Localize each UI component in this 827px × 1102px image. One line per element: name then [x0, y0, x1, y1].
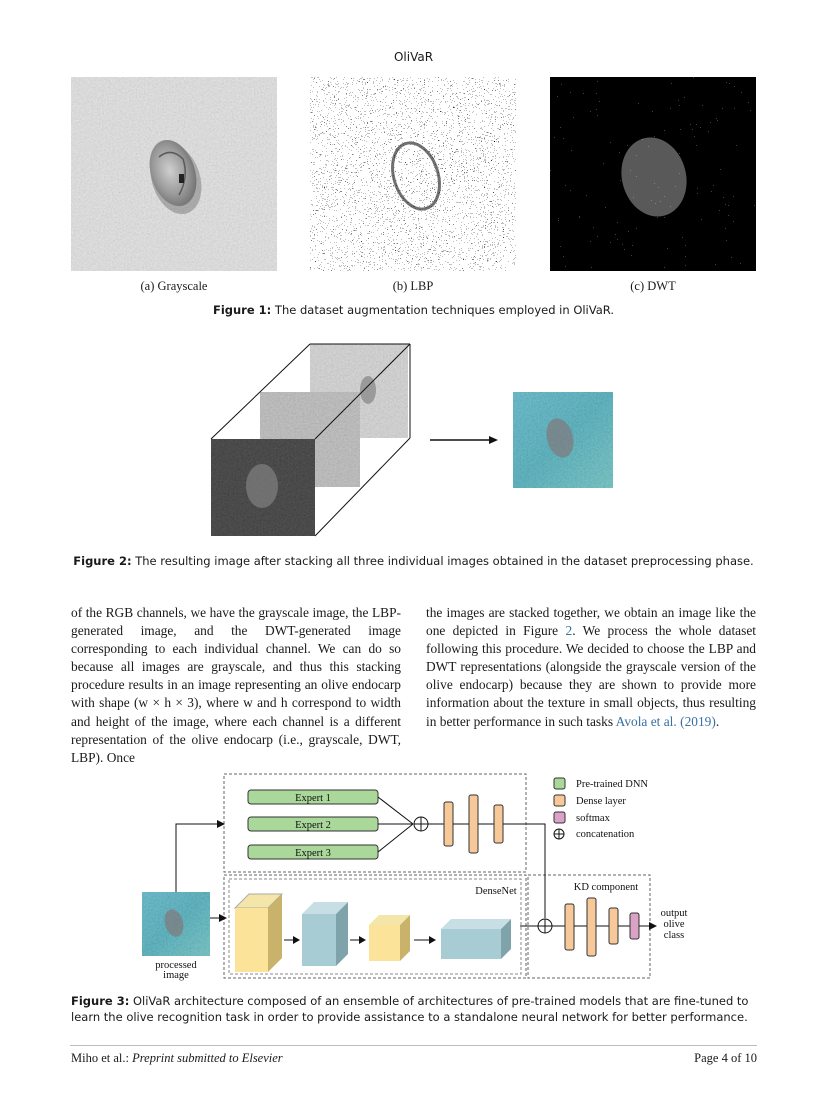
- footer-venue: Preprint submitted to Elsevier: [132, 1051, 283, 1065]
- subcaption-dwt: (c) DWT: [630, 279, 676, 293]
- concat-icon-bottom: [538, 919, 552, 933]
- figure2-caption: [0, 553, 827, 569]
- legend-concat-icon: [554, 829, 564, 839]
- legend-pretrained-label: Pre-trained DNN: [576, 779, 649, 790]
- figure3-caption-label: Figure 3:: [71, 994, 130, 1008]
- expert-2-block: [248, 817, 378, 831]
- stack-arrow: [430, 436, 498, 444]
- legend-concat-label: concatenation: [576, 829, 635, 840]
- figure-2-link[interactable]: 2: [565, 623, 573, 639]
- figure1-lbp-image: [310, 77, 516, 271]
- body-right-column: [426, 604, 756, 731]
- concat-icon-top: [414, 817, 428, 831]
- densenet-label: DenseNet: [475, 886, 517, 897]
- legend-swatch-pretrained: [554, 778, 565, 789]
- figure2-caption-text: The resulting image after stacking all three individual images obtained in the dataset preprocessing phase.: [135, 554, 754, 568]
- output-label-line1: output: [660, 908, 688, 919]
- dense-layer-top-2: [469, 795, 478, 853]
- footer-page-number: Page 4 of 10: [694, 1051, 757, 1065]
- stack-dwt-layer: [211, 439, 315, 536]
- figure1-grayscale-image: [71, 77, 277, 271]
- dense-layer-kd-3: [609, 908, 618, 944]
- legend-swatch-softmax: [554, 812, 565, 823]
- output-label-line2: olive: [663, 919, 685, 930]
- dense-layer-top-3: [494, 805, 503, 843]
- kd-component-label: KD component: [573, 882, 639, 893]
- dense-layer-top-1: [444, 802, 453, 846]
- running-title: OliVaR: [393, 50, 434, 64]
- footer-left: [71, 1051, 283, 1066]
- footer-authors: Miho et al.:: [71, 1051, 129, 1065]
- figure3-architecture-diagram: [130, 768, 700, 982]
- input-label-line2: image: [163, 970, 189, 981]
- densenet-block-2: [302, 902, 348, 966]
- densenet-block-1: [235, 894, 282, 972]
- legend-dense-label: Dense layer: [576, 796, 626, 807]
- citation-link-avola[interactable]: Avola et al.: [615, 713, 677, 729]
- footer-rule: [70, 1045, 757, 1046]
- figure3-caption: [71, 993, 758, 1025]
- legend: [554, 778, 648, 840]
- dense-layer-kd-1: [565, 904, 574, 950]
- figure1-dwt-image: [550, 77, 756, 271]
- expert-3-label: Expert 3: [295, 848, 331, 859]
- densenet-block-3: [369, 915, 410, 961]
- figure2-stacking-diagram: [200, 340, 630, 540]
- body-right-text-2: . We process the whole dataset following this procedure. We decided to choose the LBP and DWT representations (alongside the grayscale version of the olive endocarp) because they are shown to provide more information about the texture in small objects, thus resulting in better performance in such tasks: [426, 623, 756, 729]
- expert-1-label: Expert 1: [295, 793, 331, 804]
- expert-3-block: [248, 845, 378, 859]
- figure1-caption-label: Figure 1:: [212, 303, 272, 317]
- legend-swatch-dense: [554, 795, 565, 806]
- figure3-caption-text: OliVaR architecture composed of an ensemble of architectures of pre-trained models that are fine-tuned to learn the olive recognition task in order to provide assistance to a standalone neural network for better performance.: [71, 994, 749, 1024]
- expert-2-label: Expert 2: [295, 820, 331, 831]
- citation-year-link[interactable]: (2019): [680, 713, 716, 729]
- body-left-column: of the RGB channels, we have the grayscale image, the LBP-generated image, and the DWT-generated image corresponding to each individual channel. We can do so because all images are grayscale, and thus this stacking procedure results in an image representing an olive endocarp with shape (w × h × 3), where w and h correspond to width and height of the image, where each channel is a different representation of the olive endocarp (i.e., grayscale, DWT, LBP). Once: [71, 605, 401, 765]
- densenet-block-4: [441, 919, 511, 959]
- subcaption-grayscale: (a) Grayscale: [140, 279, 208, 293]
- subcaption-lbp: (b) LBP: [392, 279, 434, 293]
- figure1-caption: [0, 302, 827, 318]
- output-label-line3: class: [663, 930, 685, 941]
- body-right-text-1: the images are stacked together, we obtain an image like the one depicted in Figure: [426, 605, 756, 639]
- softmax-layer: [630, 913, 639, 939]
- expert-1-block: [248, 790, 378, 804]
- input-label-line1: processed: [155, 960, 197, 971]
- figure2-caption-label: Figure 2:: [73, 554, 132, 568]
- dense-layer-kd-2: [587, 898, 596, 956]
- figure1-caption-text: The dataset augmentation techniques employed in OliVaR.: [274, 303, 615, 317]
- stacked-result-image: [513, 392, 613, 488]
- processed-image-input: [142, 892, 210, 956]
- legend-softmax-label: softmax: [576, 813, 610, 824]
- body-right-text-end: .: [715, 713, 720, 729]
